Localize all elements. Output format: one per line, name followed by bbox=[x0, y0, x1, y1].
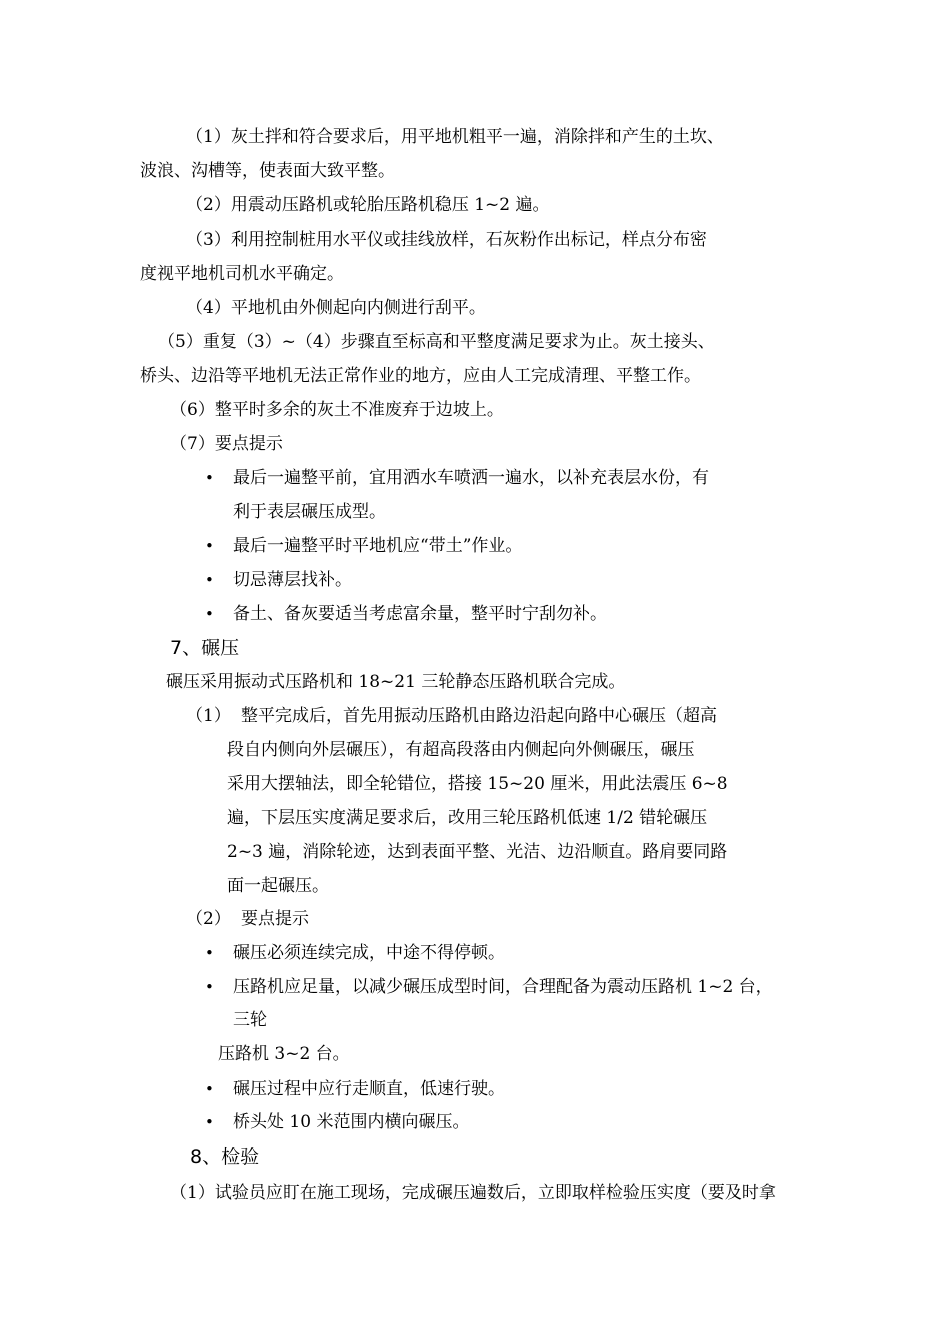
paragraph-2: （2）用震动压路机或轮胎压路机稳压 1~2 遍。 bbox=[186, 195, 550, 215]
heading-rolling: 7、碾压 bbox=[170, 637, 240, 659]
rolling-item-1-line-5: 2~3 遍，消除轮迹，达到表面平整、光洁、边沿顺直。路肩要同路 bbox=[227, 842, 728, 862]
bullet-icon: • bbox=[205, 537, 214, 555]
rolling-tip-3: 碾压过程中应行走顺直，低速行驶。 bbox=[233, 1079, 505, 1099]
bullet-icon: • bbox=[205, 571, 214, 589]
rolling-tip-2-line-3: 压路机 3~2 台。 bbox=[218, 1044, 350, 1064]
paragraph-1-line-2: 波浪、沟槽等，使表面大致平整。 bbox=[140, 161, 395, 181]
tip-2: 最后一遍整平时平地机应“带土”作业。 bbox=[233, 536, 523, 556]
rolling-item-1-line-2: 段自内侧向外层碾压），有超高段落由内侧起向外侧碾压，碾压 bbox=[227, 740, 695, 760]
tip-4: 备土、备灰要适当考虑富余量，整平时宁刮勿补。 bbox=[233, 604, 607, 624]
paragraph-7: （7）要点提示 bbox=[170, 434, 283, 454]
tip-1-line-1: 最后一遍整平前，宜用洒水车喷洒一遍水，以补充表层水份，有 bbox=[233, 468, 709, 488]
bullet-icon: • bbox=[205, 944, 214, 962]
rolling-item-1-line-3: 采用大摆轴法，即全轮错位，搭接 15~20 厘米，用此法震压 6~8 bbox=[227, 774, 728, 794]
paragraph-5-line-2: 桥头、边沿等平地机无法正常作业的地方，应由人工完成清理、平整工作。 bbox=[140, 366, 701, 386]
rolling-tip-1: 碾压必须连续完成，中途不得停顿。 bbox=[233, 943, 505, 963]
tip-1-line-2: 利于表层碾压成型。 bbox=[233, 502, 386, 522]
bullet-icon: • bbox=[205, 605, 214, 623]
rolling-tip-2-line-1: 压路机应足量，以减少碾压成型时间，合理配备为震动压路机 1~2 台， bbox=[233, 977, 773, 997]
heading-inspection: 8、检验 bbox=[190, 1146, 260, 1168]
paragraph-6: （6）整平时多余的灰土不准废弃于边坡上。 bbox=[170, 400, 504, 420]
rolling-item-1-number: （1） bbox=[186, 706, 231, 726]
paragraph-1-line-1: （1）灰土拌和符合要求后，用平地机粗平一遍，消除拌和产生的土坎、 bbox=[186, 127, 724, 147]
paragraph-3-line-2: 度视平地机司机水平确定。 bbox=[140, 264, 344, 284]
rolling-item-1-line-6: 面一起碾压。 bbox=[227, 876, 329, 896]
tip-3: 切忌薄层找补。 bbox=[233, 570, 352, 590]
rolling-item-2-number: （2） bbox=[186, 909, 231, 929]
rolling-item-1-line-1: 整平完成后，首先用振动压路机由路边沿起向路中心碾压（超高 bbox=[241, 706, 717, 726]
bullet-icon: • bbox=[205, 978, 214, 996]
rolling-item-2-text: 要点提示 bbox=[241, 909, 309, 929]
bullet-icon: • bbox=[205, 1113, 214, 1131]
rolling-tip-2-line-2: 三轮 bbox=[233, 1010, 267, 1030]
rolling-intro: 碾压采用振动式压路机和 18~21 三轮静态压路机联合完成。 bbox=[166, 672, 626, 692]
inspection-paragraph-1: （1）试验员应盯在施工现场，完成碾压遍数后，立即取样检验压实度（要及时拿 bbox=[170, 1183, 776, 1203]
paragraph-5-line-1: （5）重复（3）~（4）步骤直至标高和平整度满足要求为止。灰土接头、 bbox=[158, 332, 715, 352]
rolling-tip-4: 桥头处 10 米范围内横向碾压。 bbox=[233, 1112, 470, 1132]
bullet-icon: • bbox=[205, 469, 214, 487]
paragraph-3-line-1: （3）利用控制桩用水平仪或挂线放样，石灰粉作出标记，样点分布密 bbox=[186, 230, 707, 250]
bullet-icon: • bbox=[205, 1080, 214, 1098]
paragraph-4: （4）平地机由外侧起向内侧进行刮平。 bbox=[186, 298, 486, 318]
rolling-item-1-line-4: 遍，下层压实度满足要求后，改用三轮压路机低速 1/2 错轮碾压 bbox=[227, 808, 708, 828]
